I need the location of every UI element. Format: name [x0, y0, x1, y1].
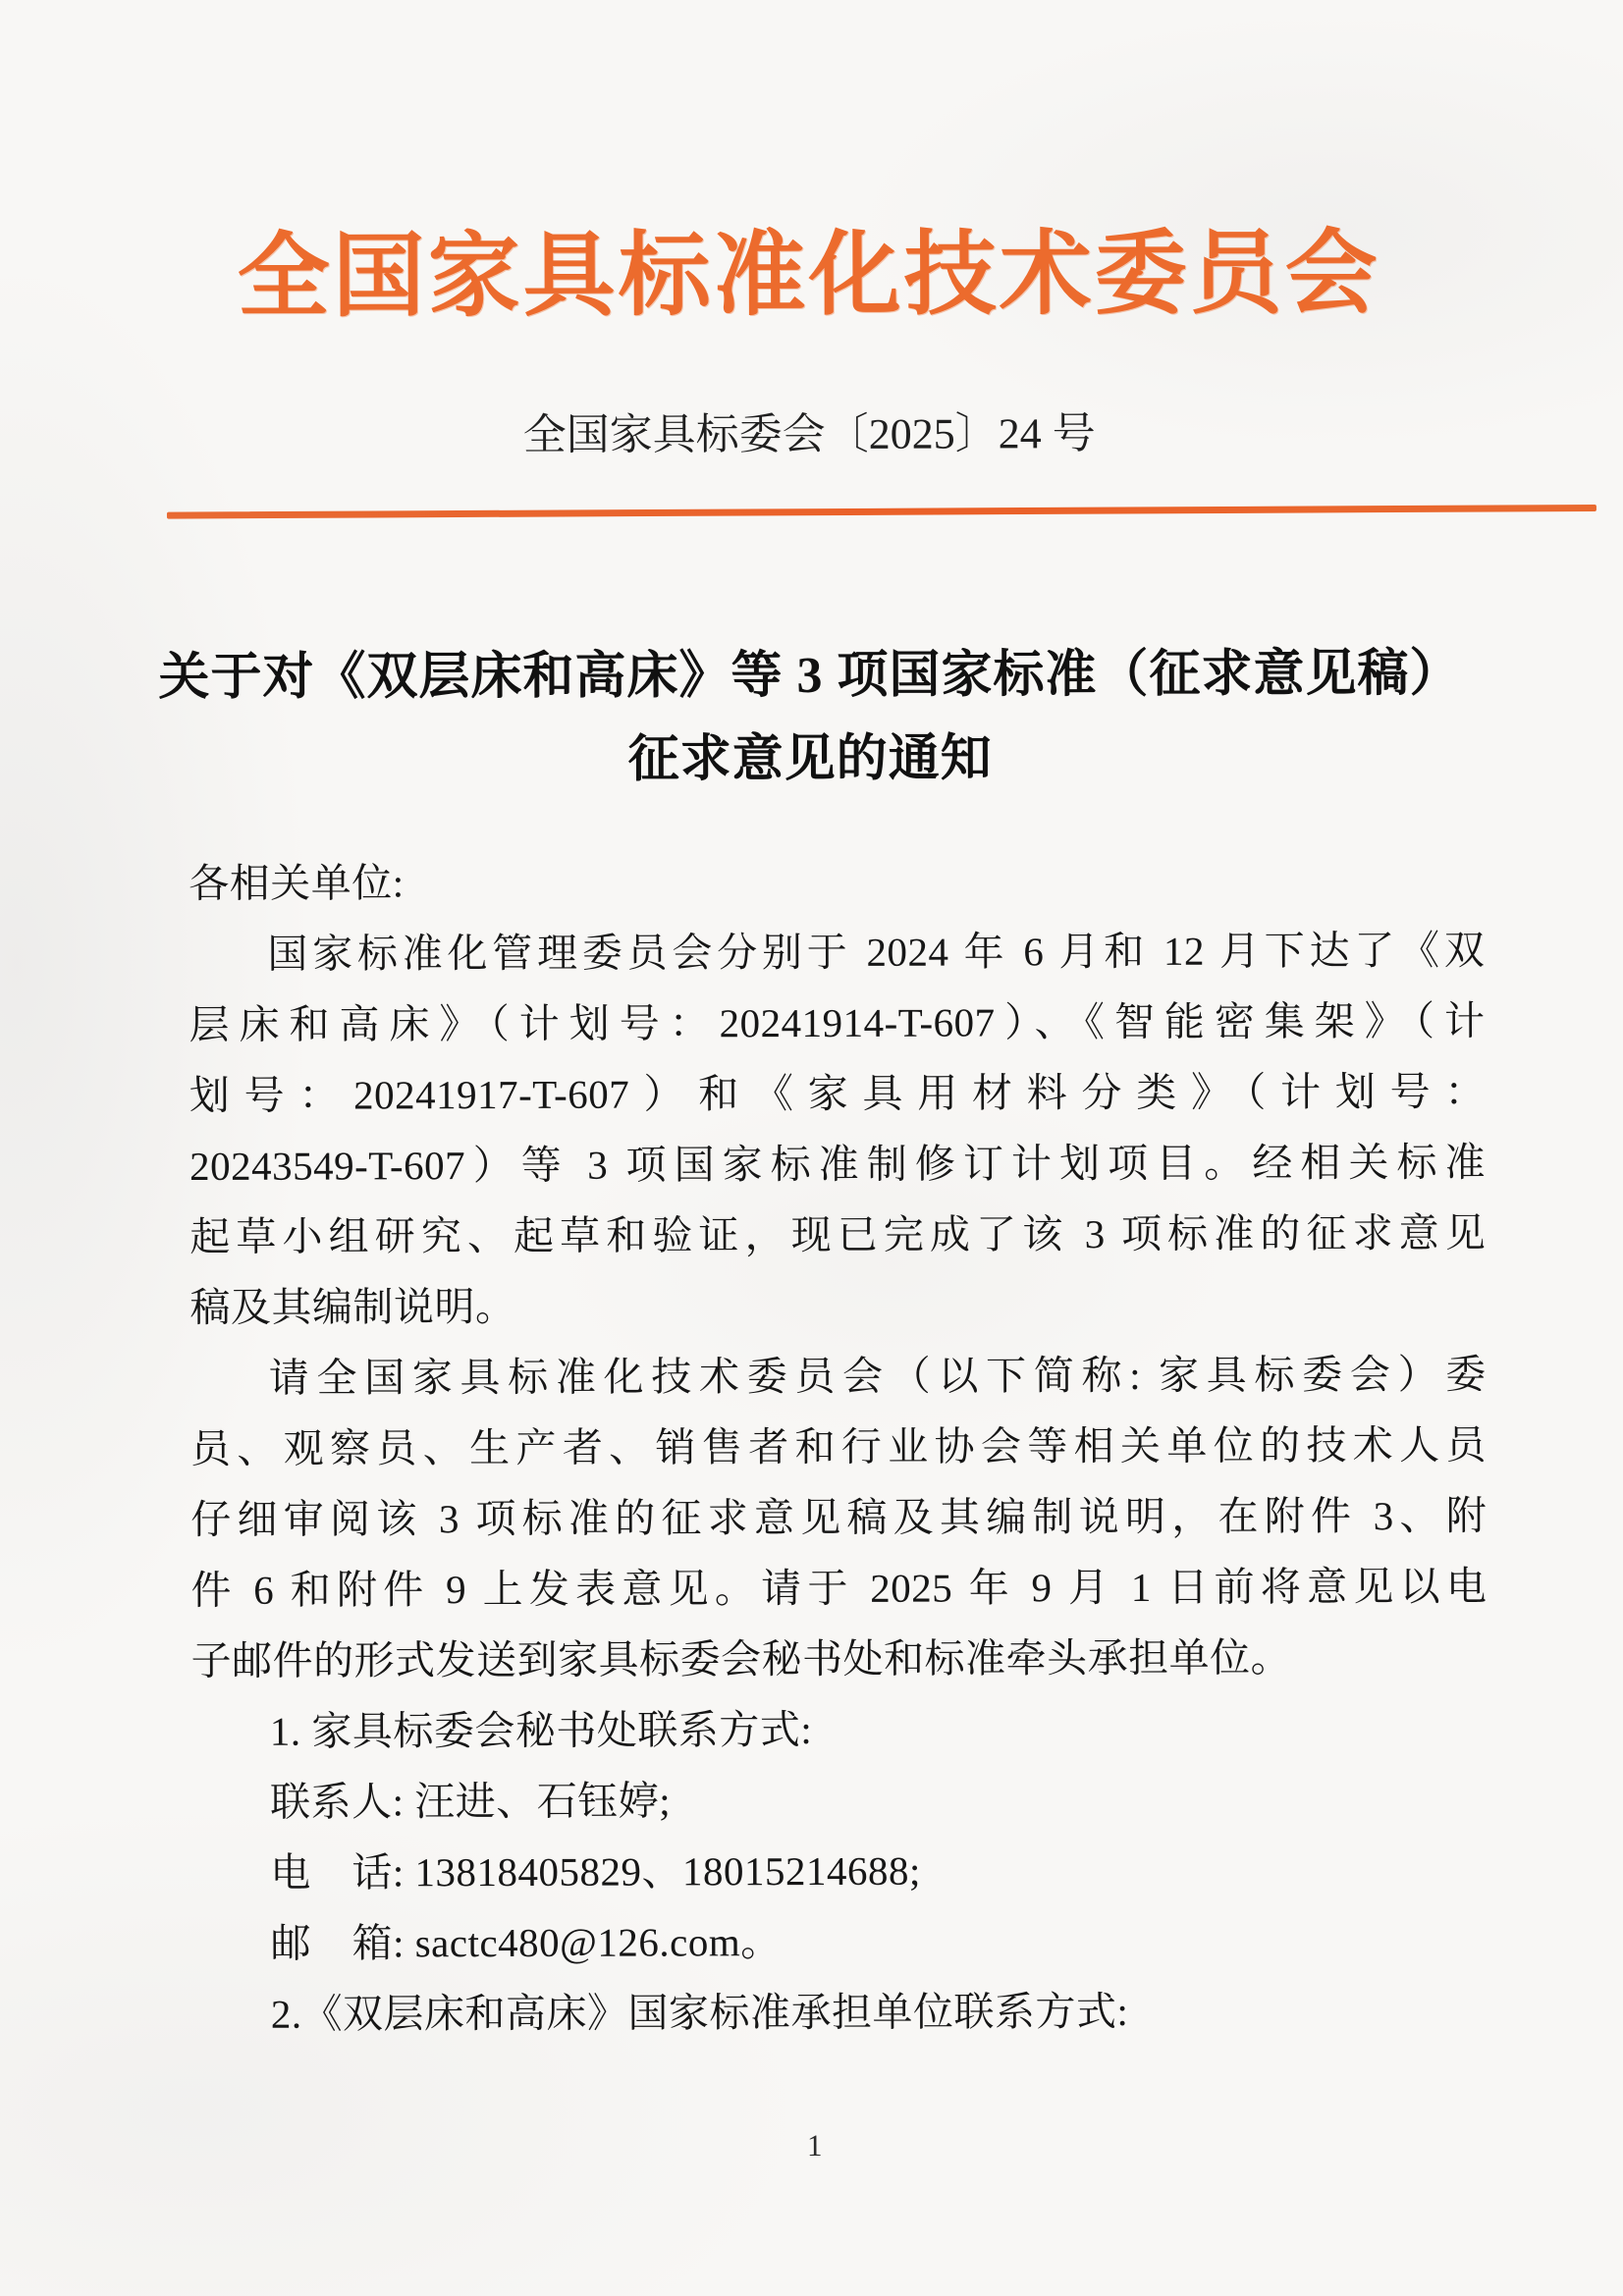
body-line: 件 6 和附件 9 上发表意见。请于 2025 年 9 月 1 日前将意见以电 [190, 1563, 1488, 1613]
document-body [189, 844, 1488, 2050]
body-line: 2.《双层床和高床》国家标准承担单位联系方式: [270, 1988, 1129, 2037]
body-line: 起草小组研究、起草和验证，现已完成了该 3 项标准的征求意见 [189, 1209, 1487, 1259]
body-line: 子邮件的形式发送到家具标委会秘书处和标准牵头承担单位。 [190, 1634, 1292, 1683]
body-line: 仔细审阅该 3 项标准的征求意见稿及其编制说明，在附件 3、附 [190, 1492, 1488, 1542]
body-line: 1. 家具标委会秘书处联系方式: [269, 1707, 813, 1754]
header-divider-rule [167, 505, 1596, 519]
doc-number: 全国家具标委会〔2025〕24 号 [522, 409, 1096, 459]
page-number: 1 [806, 2127, 823, 2163]
notice-title-line2: 征求意见的通知 [627, 730, 993, 788]
notice-title [0, 631, 1622, 803]
notice-title-line1: 关于对《双层床和高床》等 3 项国家标准（征求意见稿） [158, 645, 1462, 707]
body-line: 国家标准化管理委员会分别于 2024 年 6 月和 12 月下达了《双 [267, 927, 1486, 977]
body-line: 层床和高床》（计划号：20241914-T-607）、《智能密集架》（计 [189, 997, 1486, 1047]
body-line: 稿及其编制说明。 [189, 1283, 516, 1330]
body-line: 各相关单位: [189, 860, 405, 906]
org-title: 全国家具标准化技术委员会 [237, 223, 1380, 329]
body-line: 20243549-T-607）等 3 项国家标准制修订计划项目。经相关标准 [189, 1139, 1487, 1189]
body-line: 请全国家具标准化技术委员会（以下简称: 家具标委会）委 [268, 1351, 1487, 1401]
body-line: 员、观察员、生产者、销售者和行业协会等相关单位的技术人员 [189, 1421, 1488, 1471]
body-line: 邮 箱: sactc480@126.com。 [270, 1919, 782, 1966]
body-line: 划号：20241917-T-607）和《家具用材料分类》（计划号： [189, 1068, 1486, 1118]
body-line: 电 话: 13818405829、18015214688; [270, 1847, 921, 1896]
body-line: 联系人: 汪进、石钰婷; [270, 1778, 672, 1825]
